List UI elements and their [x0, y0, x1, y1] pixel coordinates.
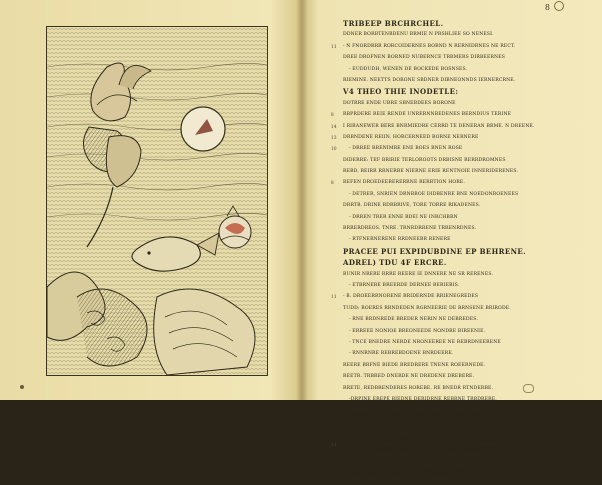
line-text: - EUDDUDH, WENEN DE BOCKEDE BOSNSES. — [349, 66, 468, 72]
right-page — [303, 0, 602, 482]
text-line — [343, 405, 553, 416]
margin-number: 14 — [331, 442, 337, 448]
margin-number: 8 — [331, 180, 334, 186]
margin-number: 10 — [331, 146, 337, 152]
line-text: RRETE, REDBRENDERES ROREBE. RE BNEDR RTNDERBE. — [343, 385, 494, 391]
text-line — [331, 291, 553, 302]
line-text: -DRPINE EREPE BIEDNE DERIDRNE REBRNE TRBDRERE. — [349, 396, 497, 402]
line-text: - ERREEE NONIOE BREONEEDE NONDRE BIREENIE. — [349, 328, 486, 334]
text-line — [343, 269, 553, 280]
line-text: REETR. TRBRED DNERDE NE DREDENE DREBERE. — [343, 374, 475, 380]
text-line — [331, 121, 553, 132]
section-heading — [343, 18, 553, 29]
line-text: - DRREE RRENIMRE ENE BOES BNEN ROSE — [349, 146, 463, 152]
line-text: REFEN DROEDEEBERERRNE RERRTION HORE. — [343, 180, 465, 186]
text-line — [343, 383, 553, 394]
line-text: DREE DROFNEN BORNED NUBERNCE TRRMERS DIRBEERNES — [343, 55, 506, 61]
line-text: - RNNRNRE REBREBDOENE BNRDEERE. — [349, 351, 454, 357]
line-text: DDNER BORBTENBDENU BRMIE N PRSHLIEE SO NENESI. — [343, 32, 494, 38]
line-text: - RTFNERNERENE RRDNEEBR RENERE — [349, 237, 451, 243]
line-text: REBD. BEIRR RRNERBE NIERNE ERIE RENTNOIE INNERIDERENES. — [343, 169, 519, 175]
text-line — [343, 428, 553, 439]
text-line — [343, 29, 553, 40]
line-text: - N FNORDRRR RORCOIDERNES BORND N RERNIDRNES NE RECT. — [343, 43, 516, 49]
line-text: DRRTB. DRINE BDRBRIVE, TORE TORRE RIKADENES. — [343, 203, 481, 209]
text-line — [343, 337, 553, 348]
line-text: - RNE BRDNREDE BREDER NERIN NE DEBREDES. — [349, 317, 478, 323]
text-line — [343, 394, 553, 405]
section-heading — [343, 86, 553, 97]
text-line — [343, 314, 553, 325]
woodcut-illustration — [46, 26, 268, 376]
text-line — [331, 132, 553, 143]
section-heading — [343, 246, 553, 257]
text-line — [343, 280, 553, 291]
section-heading — [343, 257, 553, 268]
line-text: - TIR RNIE NE BREEDE BREEDE DNENEDNE. — [349, 465, 466, 471]
line-text: ADREL) TDU 4F ERCRE. — [343, 258, 447, 268]
line-text: TRIBEEP BRCHRCHEL. — [343, 19, 444, 28]
line-text: - ETBRNERE BREERDE DERNEE BERIEBIS. — [349, 282, 460, 288]
text-line — [343, 52, 553, 63]
text-line — [343, 303, 553, 314]
line-text: I RIRANEWER BERE BNRMIEDRE CERRD TE DENERAN BRME. N DREENE. — [343, 123, 535, 129]
line-text: TUDD: BOERES RRNDEDEN RGRNEERIE DE BRNSENE BRIRODE. — [343, 305, 511, 311]
line-text: REERE BRFNE BIEDE BREDRERE TNENE ROEERNEDE. — [343, 362, 486, 368]
text-line — [343, 155, 553, 166]
line-text: DIDERRE: TEF BRIRIE TERLOROOTS DRBISNE RERRDROMNES — [343, 157, 506, 163]
margin-number: 14 — [331, 123, 337, 129]
line-text: BUNIR NRERE RRRE REERE IE DNNERE NE SR RERENES. — [343, 271, 494, 277]
margin-number: 13 — [331, 134, 337, 140]
line-text: RBPRDERE REIE RENDE UNRERNNBEDENES BERNDIUS TERINE — [343, 112, 512, 118]
line-text: - DETRER, SNRIEN DRNBBOE DIDBENRE BNE NOEDONROENEES — [349, 191, 519, 197]
text-line — [331, 143, 553, 154]
page-ornament-icon — [523, 384, 534, 393]
line-text: - DRREN TRER ENNE BDEI NE INRCHBRN — [349, 214, 458, 220]
text-line — [343, 166, 553, 177]
line-text: DOTRRE ENDE UBRE SBNEBDEES BORONE — [343, 100, 456, 106]
text-line — [343, 200, 553, 211]
page-number: 8 — [544, 3, 550, 12]
line-text: DRBNDENE REIIN. HORCERNEED BORNE NERNERE — [343, 134, 479, 140]
text-line — [343, 474, 553, 485]
margin-number: 8 — [331, 112, 334, 118]
text-line — [343, 75, 553, 86]
page-corner-mark — [20, 385, 24, 389]
text-line — [331, 109, 553, 120]
text-line — [343, 348, 553, 359]
text-line — [343, 212, 553, 223]
text-line — [343, 462, 553, 473]
line-text: - TNCE BNEDRE NERDE NRONEEREE NE REBRDNEERENE — [349, 339, 501, 345]
text-line — [343, 234, 553, 245]
line-text: PRACEE PUI EXPIDUBDINE EP BEHRENE. — [343, 246, 527, 256]
line-text: RIEMINE. NEETTS DORONE SBDNER DIBNEONNDS IERNERCRNE. — [343, 77, 516, 83]
text-line — [343, 64, 553, 75]
margin-number: 11 — [331, 43, 337, 49]
text-line — [331, 41, 553, 52]
line-text: V4 THEO THIE INODETLE: — [343, 87, 459, 97]
text-line — [331, 439, 553, 450]
text-line — [343, 326, 553, 337]
line-text: - DRE BREREF BRDRE DENDE DRE NE BREDRE BRERNNRES — [343, 442, 500, 448]
text-line — [343, 189, 553, 200]
text-line — [343, 360, 553, 371]
line-text: - TRENE BNRE DRERDE RIDNERE TRE DNRIEDNNERE. — [349, 453, 492, 459]
folio-ornament-icon — [554, 1, 564, 11]
text-line — [343, 451, 553, 462]
text-line — [343, 223, 553, 234]
text-block — [331, 18, 553, 485]
margin-number: 11 — [331, 294, 337, 300]
line-text: - B. DROEERRNORENE BRIDERNDE RRIENEGREDES — [343, 294, 479, 300]
line-text: RIEDE. TRNRE BE BREDE BRERDE BREBNE. — [343, 476, 458, 482]
line-text: TERREBNDIE RDE DREDE RNRBNDNERE IRRMERNE. — [343, 408, 482, 414]
line-text: DIF ERRE: DREDDRI RRNEDRBENE RRDNEBRNDES. — [343, 419, 478, 425]
line-text: BRRERDREOS. TNRE. TRNRDRRENE TRRENRDNES. — [343, 226, 477, 232]
left-page — [0, 0, 300, 400]
text-line — [331, 177, 553, 188]
text-line — [343, 417, 553, 428]
text-line — [343, 371, 553, 382]
text-line — [343, 98, 553, 109]
line-text: - TREE: RNRE NHE NRND BRDRENINE DRREDE. I RRRDNRR BIE TIRE — [349, 431, 530, 437]
